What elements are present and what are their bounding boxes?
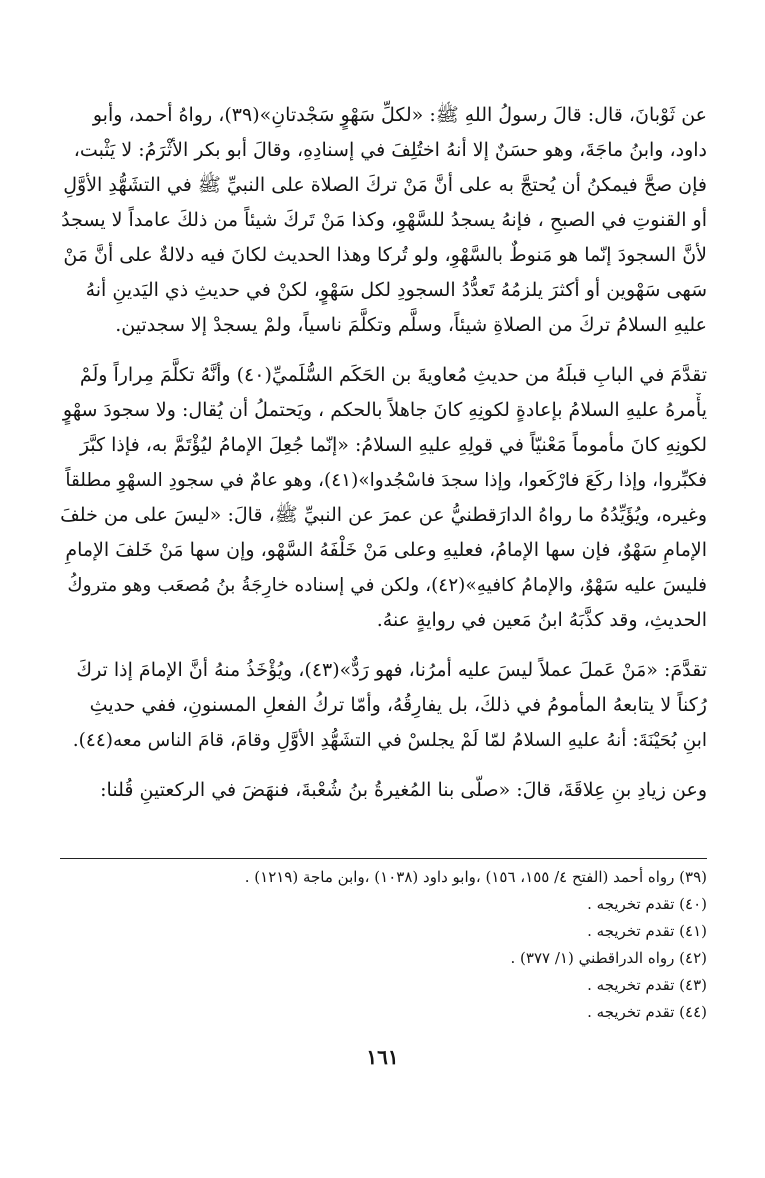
text-line: فكبِّروا، وإذا ركَعَ فارْكَعوا، وإذا سجدَ فاسْجُدوا»(٤١)، وهو عامٌ في سجودِ السهْوِ مطلقاً xyxy=(65,470,707,491)
paragraph xyxy=(60,98,707,343)
text-line: ابنِ بُحَيْنَةَ: أنهُ عليهِ السلامُ لمّا لَمْ يجلسْ في التشَهُّدِ الأوَّلِ وقامَ، قامَ الناس معه(٤٤). xyxy=(72,730,707,751)
footnote: (٤٤) تقدم تخريجه . xyxy=(587,1003,707,1021)
text-line: رُكناً لا يتابعهُ المأمومُ في ذلكَ، بل يفارِقُهُ، وأمّا تركُ الفعلِ المسنونِ، ففي حديثِ xyxy=(89,694,707,716)
main-text xyxy=(60,98,707,823)
text-line: عن ثَوْبانَ، قال: قالَ رسولُ اللهِ ﷺ: «لكلِّ سَهْوٍ سَجْدتانِ»(٣٩)، رواهُ أحمد، وأبو xyxy=(92,104,707,126)
text-line: لأنَّ السجودَ إنّما هو مَنوطٌ بالسَّهْوِ، ولو تُركا وهذا الحديث لكانَ فيه دلالةٌ على أنَّ مَنْ xyxy=(63,244,707,266)
text-line: يأْمرهُ عليهِ السلامُ بإعادةٍ لكونِهِ كانَ جاهلاً بالحكم ، ويَحتملُ أن يُقال: ولا سجودَ سهْوٍ xyxy=(62,399,707,421)
paragraph xyxy=(60,653,707,758)
text-line: فإن صحَّ فيمكنُ أن يُحتجَّ به على أنَّ مَنْ تركَ الصلاة على النبيِّ ﷺ في التشَهُّدِ الأوَّلِ xyxy=(63,174,707,196)
text-line: الحديثِ، وقد كذَّبَهُ ابنُ مَعين في روايةٍ عنهُ. xyxy=(376,609,707,631)
text-line: عليهِ السلامُ تركَ من الصلاةِ شيئاً، وسلَّم وتكلَّمَ ناسياً، ولمْ يسجدْ إلا سجدتين. xyxy=(115,314,707,336)
footnote: (٤١) تقدم تخريجه . xyxy=(587,922,707,940)
text-line: وغيره، ويُؤَيِّدُهُ ما رواهُ الدارَقطنيُّ عن عمرَ عن النبيِّ ﷺ، قالَ: «ليسَ على من خلفَ xyxy=(60,504,707,526)
footnote-divider xyxy=(60,858,707,859)
text-line: فليسَ عليه سَهْوٌ، والإمامُ كافيهِ»(٤٢)، ولكن في إسناده خارِجَةُ بنُ مُصعَب وهو متروكُ xyxy=(67,575,707,596)
paragraph xyxy=(60,773,707,808)
text-line: أو القنوتِ في الصبحِ ، فإنهُ يسجدُ للسَّهْوِ، وكذا مَنْ تَركَ شيئاً من ذلكَ عامداً لا يسجدُ xyxy=(61,209,707,231)
text-line: تقدَّمَ: «مَنْ عَملَ عملاً ليسَ عليه أمرُنا، فهو رَدٌّ»(٤٣)، ويُؤْخَذُ منهُ أنَّ الإمامَ إذا تركَ xyxy=(76,659,707,681)
text-line: لكونِهِ كانَ مأموماً مَعْنيّاً في قولِهِ عليهِ السلامُ: «إنّما جُعِلَ الإمامُ ليُؤْتَمَّ به، فإذا كبَّرَ xyxy=(79,434,707,456)
paragraph xyxy=(60,358,707,638)
text-line: داود، وابنُ ماجَةَ، وهو حسَنٌ إلا أنهُ اختُلِفَ في إسنادِهِ، وقالَ أبو بكر الأثْرَمُ: لا يَثْبت، xyxy=(73,139,707,161)
footnote: (٤٠) تقدم تخريجه . xyxy=(587,895,707,913)
text-line: الإمامِ سَهْوٌ، فإن سها الإمامُ، فعليهِ وعلى مَنْ خَلْفَهُ السَّهْو، وإن سها مَنْ خَلفَ الإمامِ xyxy=(65,539,707,561)
footnote: (٤٣) تقدم تخريجه . xyxy=(587,976,707,994)
footnotes xyxy=(60,864,707,1026)
page-number: ١٦١ xyxy=(366,1045,399,1069)
text-line: تقدَّمَ في البابِ قبلَهُ من حديثِ مُعاويةَ بن الحَكَم السُّلَميِّ(٤٠) وأنَّهُ تكلَّمَ مِراراً ولَمْ xyxy=(79,364,707,386)
text-line: وعن زيادِ بنِ عِلاقَةَ، قالَ: «صلّى بنا المُغيرةُ بنُ شُعْبةَ، فنهَضَ في الركعتينِ قُلنا: xyxy=(100,779,707,801)
footnote: (٤٢) رواه الدراقطني (١/ ٣٧٧) . xyxy=(510,949,707,967)
text-line: سَهى سَهْوين أو أكثرَ يلزمُهُ تَعدُّدُ السجودِ لكل سَهْوٍ، لكنْ في حديثِ ذي اليَدينِ أنهُ xyxy=(85,279,707,301)
footnote: (٣٩) رواه أحمد (الفتح ٤/ ١٥٥، ١٥٦) ،وابو داود (١٠٣٨) ،وابن ماجة (١٢١٩) . xyxy=(244,868,707,886)
